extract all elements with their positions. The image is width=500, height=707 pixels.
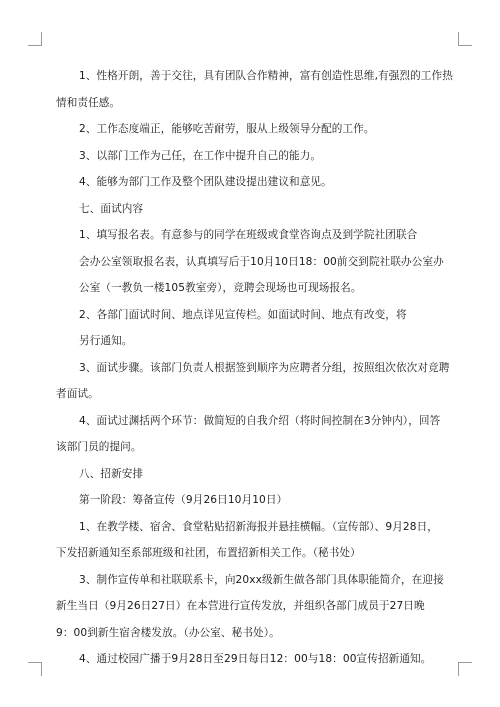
paragraph-line: 者面试。 — [56, 388, 99, 400]
paragraph-line: 2、各部门面试时间、地点详见宣传栏。如面试时间、地点有改变，将 — [79, 308, 407, 321]
crop-mark-top-left — [28, 32, 42, 46]
paragraph-line: 会办公室领取报名表，认真填写后于10月10日18：00前交到院社联办公室办 — [79, 255, 444, 268]
paragraph-line: 情和责任感。 — [56, 96, 121, 109]
section-heading: 七、面试内容 — [79, 202, 144, 215]
paragraph-line: 3、制作宣传单和社联联系卡，向20xx级新生做各部门具体职能简介，在迎接 — [79, 573, 444, 586]
crop-mark-bottom-right — [458, 662, 472, 676]
paragraph-line: 3、以部门工作为己任，在工作中提升自己的能力。 — [79, 149, 322, 162]
paragraph-line: 下发招新通知至系部班级和社团，布置招新相关工作。（秘书处） — [56, 547, 361, 559]
paragraph-line: 新生当日（9月26日27日）在本营进行宣传发放，并组织各部门成员于27日晚 — [56, 600, 425, 612]
paragraph-line: 4、能够为部门工作及整个团队建设提出建议和意见。 — [79, 176, 332, 188]
phase-heading: 第一阶段：筹备宣传（9月26日10月10日） — [79, 494, 288, 506]
paragraph-line: 1、填写报名表。有意参与的同学在班级或食堂咨询点及到学院社团联合 — [79, 229, 418, 241]
paragraph-line: 公室（一教负一楼105教室旁），竞聘会现场也可现场报名。 — [79, 282, 362, 294]
section-heading: 八、招新安排 — [79, 467, 144, 480]
crop-mark-top-right — [458, 32, 472, 46]
paragraph-line: 4、通过校园广播于9月28日至29日每日12：00与18：00宣传招新通知。 — [79, 653, 432, 665]
paragraph-line: 该部门员的提问。 — [56, 441, 142, 453]
paragraph-line: 1、在教学楼、宿舍、食堂粘贴招新海报并悬挂横幅。（宣传部）、9月28日， — [79, 520, 438, 533]
paragraph-line: 3、面试步骤。该部门负责人根据签到顺序为应聘者分组，按照组次依次对竞聘 — [79, 361, 450, 374]
paragraph-line: 2、工作态度端正，能够吃苦耐劳，服从上级领导分配的工作。 — [79, 123, 375, 135]
paragraph-line: 1、性格开朗，善于交往，具有团队合作精神，富有创造性思维,有强烈的工作热 — [79, 70, 453, 82]
paragraph-line: 4、面试过渊括两个环节：做简短的自我介绍（将时间控制在3分钟内），回答 — [79, 414, 441, 427]
crop-mark-bottom-left — [28, 662, 42, 676]
paragraph-line: 另行通知。 — [79, 335, 133, 347]
paragraph-line: 9：00到新生宿舍楼发放。（办公室、秘书处）。 — [56, 626, 280, 639]
document-body — [56, 63, 453, 673]
